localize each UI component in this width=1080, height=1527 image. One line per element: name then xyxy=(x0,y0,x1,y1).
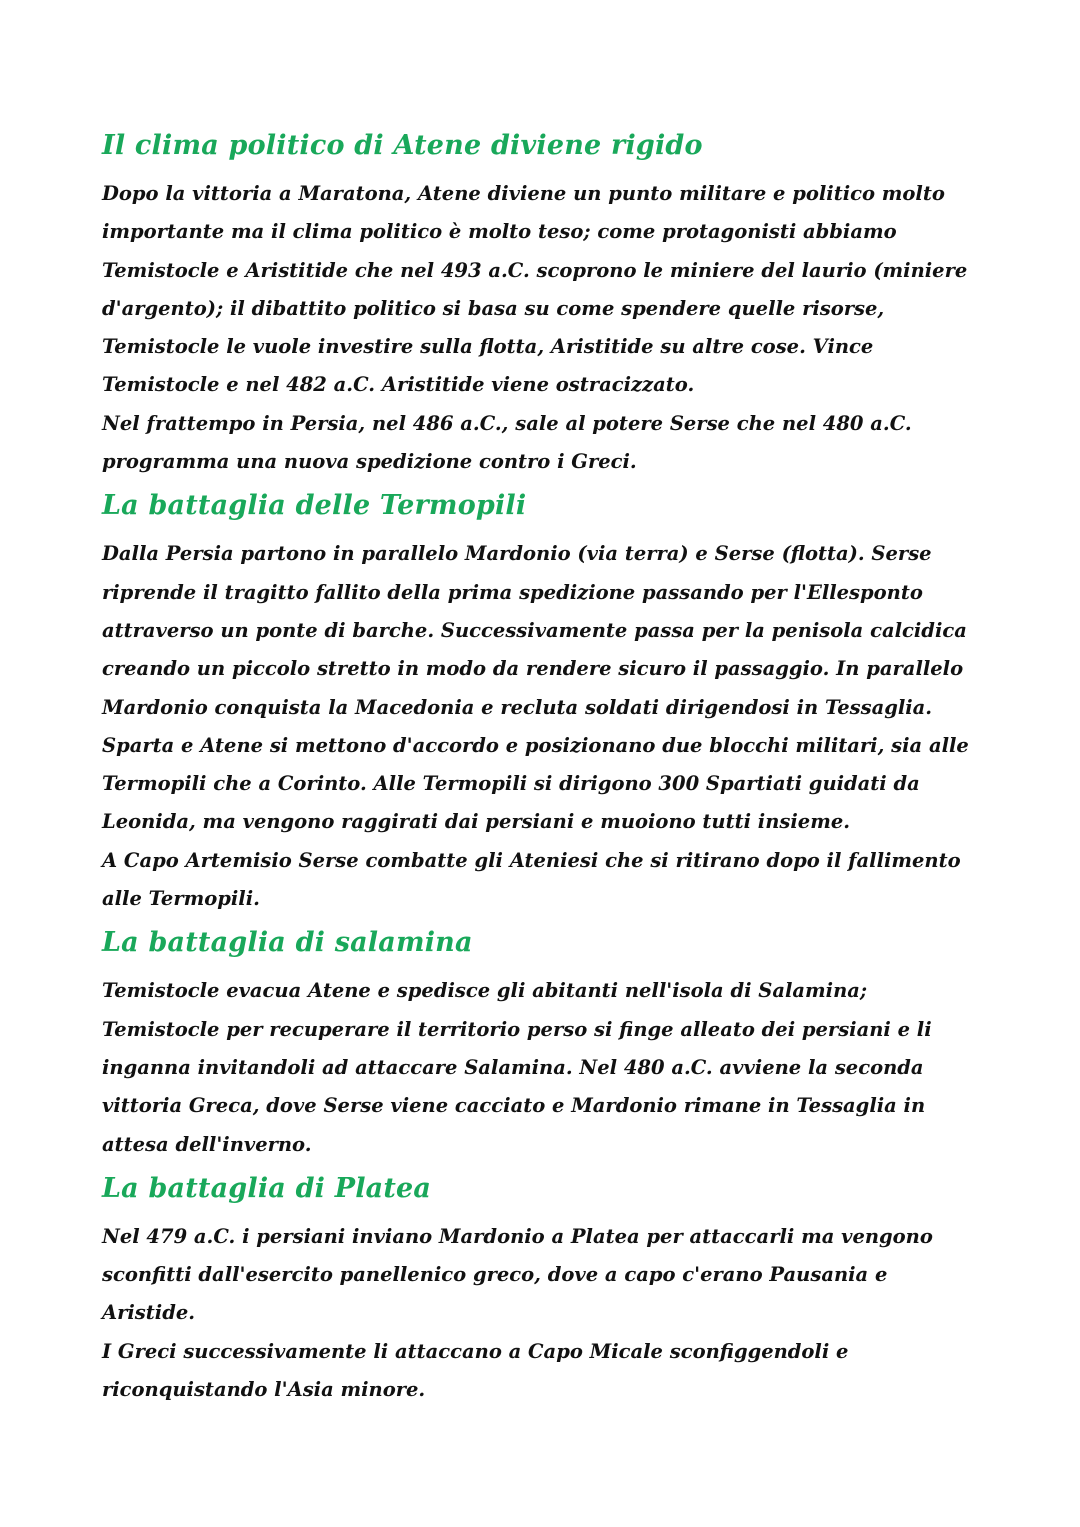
section-heading: La battaglia di salamina xyxy=(102,927,473,959)
section-heading: Il clima politico di Atene diviene rigido xyxy=(102,130,703,161)
section-paragraph: Dopo la vittoria a Maratona, Atene diviene un punto militare e politico molto importante ma il clima politico è molto teso; come protagonisti abbiamo Temistocle e Aristitide che nel 493 a.C. scoprono le miniere del laurio (miniere d'argento); il dibattito politico si basa su come spendere quelle risorse, Temistocle le vuole investire sulla flotta, Aristitide su altre cose. Vince Temistocle e nel 482 a.C. Aristitide viene ostracizzato. xyxy=(102,182,968,397)
section-termopili xyxy=(102,487,982,918)
section-heading: La battaglia delle Termopili xyxy=(102,490,527,522)
section-paragraph: I Greci successivamente li attaccano a Capo Micale sconfiggendoli e riconquistando l'Asia minore. xyxy=(102,1339,849,1402)
section-clima-politico xyxy=(102,127,982,481)
section-paragraph: Sparta e Atene si mettono d'accordo e posizionano due blocchi militari, sia alle Termopili che a Corinto. Alle Termopili si dirigono 300 Spartiati guidati da Leonida, ma vengono raggirati dai persiani e muoiono tutti insieme. xyxy=(102,733,969,834)
document-content xyxy=(102,127,982,1409)
section-salamina xyxy=(102,924,982,1163)
section-paragraph: Nel 479 a.C. i persiani inviano Mardonio a Platea per attaccarli ma vengono sconfitti dall'esercito panellenico greco, dove a capo c'erano Pausania e Aristide. xyxy=(102,1224,933,1325)
section-paragraph: Temistocle evacua Atene e spedisce gli abitanti nell'isola di Salamina; Temistocle per recuperare il territorio perso si finge alleato dei persiani e li inganna invitandoli ad attaccare Salamina. Nel 480 a.C. avviene la seconda vittoria Greca, dove Serse viene cacciato e Mardonio rimane in Tessaglia in attesa dell'inverno. xyxy=(102,979,932,1156)
section-heading: La battaglia di Platea xyxy=(102,1172,432,1204)
section-paragraph: A Capo Artemisio Serse combatte gli Ateniesi che si ritirano dopo il fallimento alle Termopili. xyxy=(102,848,961,911)
section-paragraph: Nel frattempo in Persia, nel 486 a.C., sale al potere Serse che nel 480 a.C. programma una nuova spedizione contro i Greci. xyxy=(102,411,912,474)
section-paragraph: Dalla Persia partono in parallelo Mardonio (via terra) e Serse (flotta). Serse riprende il tragitto fallito della prima spedizione passando per l'Ellesponto attraverso un ponte di barche. Successivamente passa per la penisola calcidica creando un piccolo stretto in modo da rendere sicuro il passaggio. In parallelo Mardonio conquista la Macedonia e recluta soldati dirigendosi in Tessaglia. xyxy=(102,542,967,719)
section-platea xyxy=(102,1170,982,1409)
